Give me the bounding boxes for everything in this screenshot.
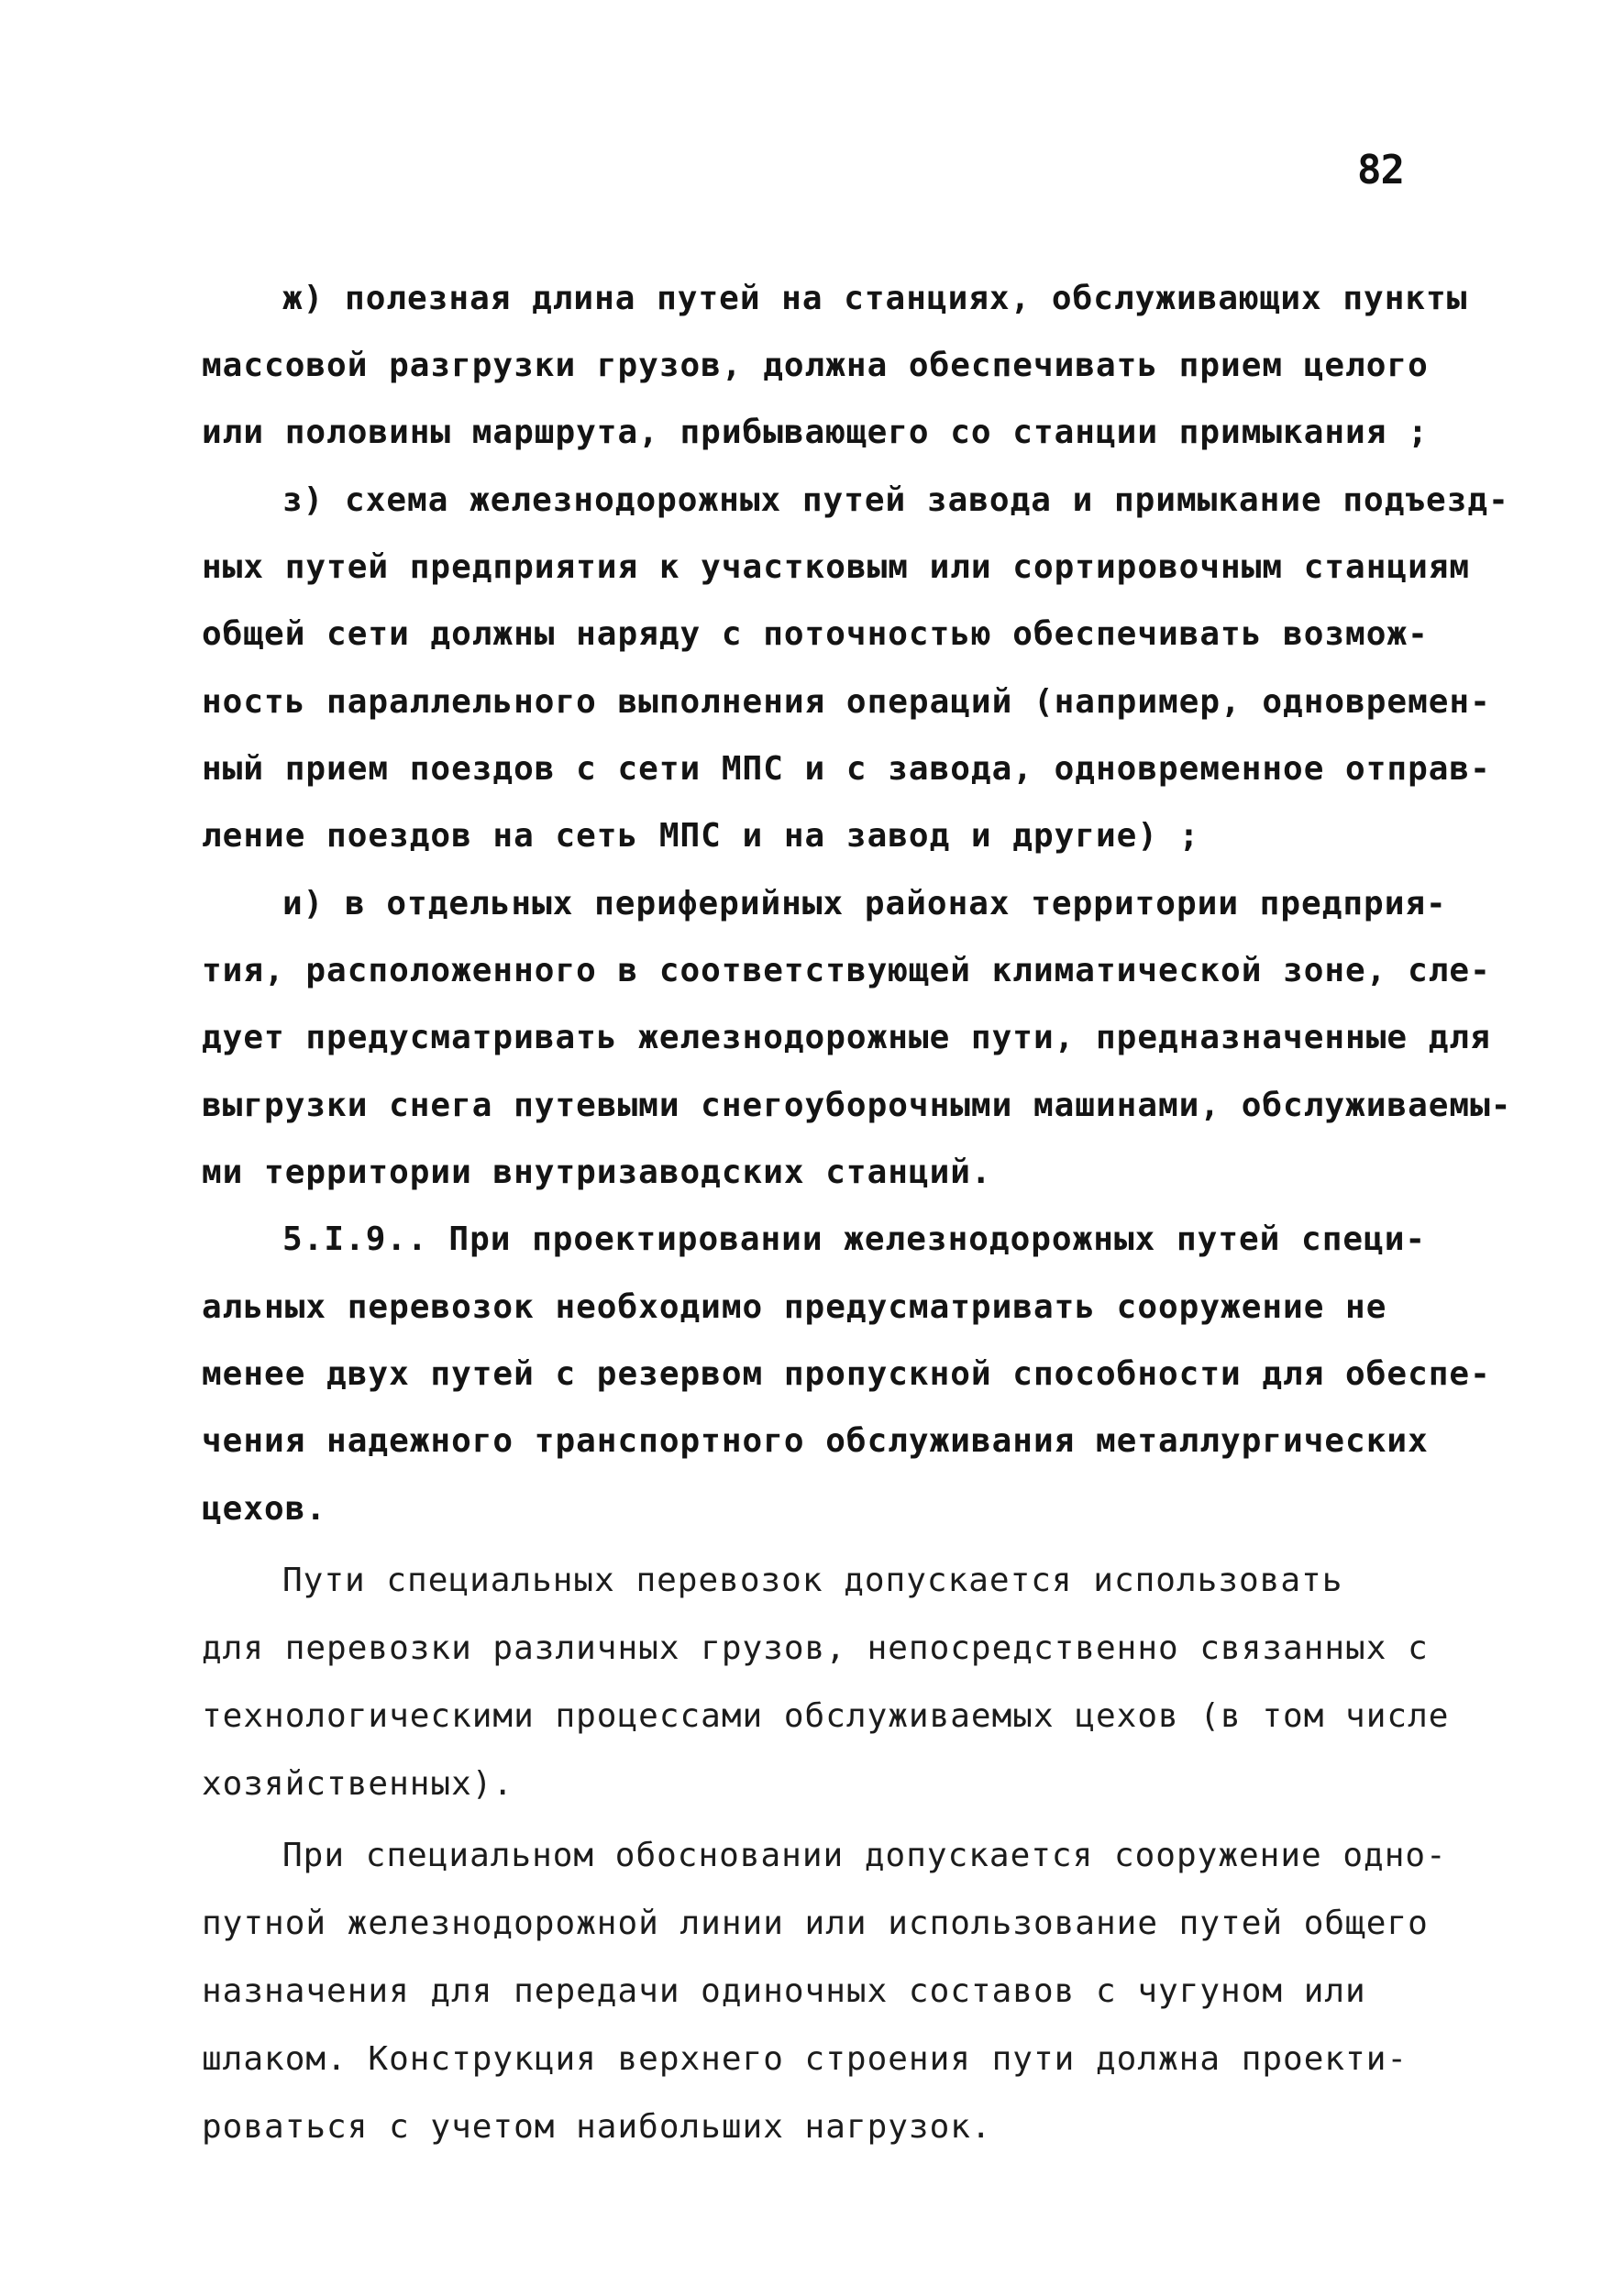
text-line: з) схема железнодорожных путей завода и примыкание подъезд- <box>282 481 1509 519</box>
text-line: или половины маршрута, прибывающего со станции примыкания ; <box>202 414 1429 451</box>
page-number: 82 <box>1357 147 1404 193</box>
text-line: цехов. <box>202 1490 327 1528</box>
text-line: для перевозки различных грузов, непосредственно связанных с <box>202 1629 1429 1667</box>
text-line: и) в отдельных периферийных районах территории предприя- <box>282 885 1447 922</box>
text-line: хозяйственных). <box>202 1765 514 1803</box>
text-line: назначения для передачи одиночных составов с чугуном или <box>202 1972 1366 2010</box>
text-line: ми территории внутризаводских станций. <box>202 1154 992 1191</box>
text-line: технологическими процессами обслуживаемых цехов (в том числе <box>202 1697 1450 1735</box>
text-line: шлаком. Конструкция верхнего строения пути должна проекти- <box>202 2040 1409 2078</box>
text-line: тия, расположенного в соответствующей климатической зоне, сле- <box>202 952 1491 989</box>
text-line: ный прием поездов с сети МПС и с завода, одновременное отправ- <box>202 750 1491 788</box>
text-line: чения надежного транспортного обслуживания металлургических <box>202 1422 1429 1460</box>
text-line: дует предусматривать железнодорожные пути, предназначенные для <box>202 1019 1491 1056</box>
text-line: 5.I.9.. При проектировании железнодорожных путей специ- <box>282 1220 1427 1258</box>
text-line: альных перевозок необходимо предусматривать сооружение не <box>202 1288 1387 1326</box>
text-line: ных путей предприятия к участковым или сортировочным станциям <box>202 548 1471 586</box>
text-line: массовой разгрузки грузов, должна обеспечивать прием целого <box>202 347 1429 384</box>
text-line: Пути специальных перевозок допускается использовать <box>282 1562 1343 1599</box>
text-line: ность параллельного выполнения операций (например, одновремен- <box>202 683 1491 721</box>
text-line: ж) полезная длина путей на станциях, обслуживающих пункты <box>282 280 1468 317</box>
text-line: менее двух путей с резервом пропускной способности для обеспе- <box>202 1355 1491 1393</box>
text-line: ление поездов на сеть МПС и на завод и другие) ; <box>202 817 1200 855</box>
text-line: При специальном обосновании допускается сооружение одно- <box>282 1837 1447 1874</box>
text-line: путной железнодорожной линии или использование путей общего <box>202 1905 1429 1942</box>
text-line: общей сети должны наряду с поточностью обеспечивать возмож- <box>202 615 1429 653</box>
text-line: роваться с учетом наибольших нагрузок. <box>202 2108 992 2146</box>
text-line: выгрузки снега путевыми снегоуборочными машинами, обслуживаемы- <box>202 1087 1512 1124</box>
